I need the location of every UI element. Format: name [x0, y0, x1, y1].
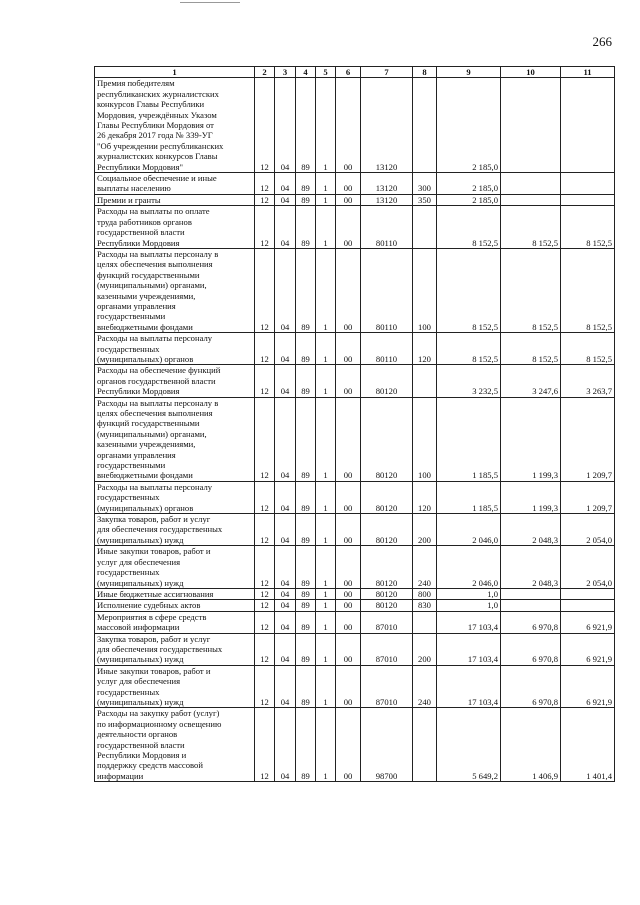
program-code: 89 — [296, 665, 316, 708]
table-row — [95, 194, 615, 205]
subsection-code: 04 — [275, 588, 296, 599]
amount-2021: 3 263,7 — [561, 365, 615, 397]
amount-2020: 2 048,3 — [501, 546, 561, 589]
subprogram-code: 1 — [316, 611, 336, 633]
main-measure-code: 00 — [336, 600, 361, 611]
subprogram-code: 1 — [316, 248, 336, 332]
subsection-code: 04 — [275, 397, 296, 481]
column-header: 8 — [413, 67, 437, 78]
table-row — [95, 633, 615, 665]
program-code: 89 — [296, 194, 316, 205]
row-description: Расходы на выплаты персоналу в целях обеспечения выполнения функций государственными (муниципальными) органами, казенными учреждениями, органами управления государственными внебюджетными фондами — [95, 248, 255, 332]
main-measure-code: 00 — [336, 611, 361, 633]
amount-2021 — [561, 78, 615, 173]
column-header: 10 — [501, 67, 561, 78]
amount-2019: 2 046,0 — [437, 514, 501, 546]
subsection-code: 04 — [275, 365, 296, 397]
amount-2021 — [561, 194, 615, 205]
amount-2019: 5 649,2 — [437, 708, 501, 782]
main-measure-code: 00 — [336, 206, 361, 249]
program-code: 89 — [296, 481, 316, 513]
subprogram-code: 1 — [316, 78, 336, 173]
expense-type-code: 120 — [413, 333, 437, 365]
main-measure-code: 00 — [336, 194, 361, 205]
direction-code: 13120 — [361, 78, 413, 173]
expense-type-code — [413, 365, 437, 397]
subprogram-code: 1 — [316, 194, 336, 205]
main-measure-code: 00 — [336, 78, 361, 173]
program-code: 89 — [296, 514, 316, 546]
subprogram-code: 1 — [316, 206, 336, 249]
amount-2020: 6 970,8 — [501, 633, 561, 665]
row-description: Закупка товаров, работ и услуг для обеспечения государственных (муниципальных) нужд — [95, 514, 255, 546]
table-row — [95, 333, 615, 365]
amount-2019: 2 185,0 — [437, 78, 501, 173]
amount-2019: 3 232,5 — [437, 365, 501, 397]
direction-code: 80120 — [361, 546, 413, 589]
table-row — [95, 481, 615, 513]
section-code: 12 — [255, 194, 275, 205]
table-row — [95, 173, 615, 195]
amount-2021: 8 152,5 — [561, 206, 615, 249]
main-measure-code: 00 — [336, 546, 361, 589]
section-code: 12 — [255, 397, 275, 481]
amount-2021: 1 401,4 — [561, 708, 615, 782]
amount-2020 — [501, 78, 561, 173]
amount-2021: 6 921,9 — [561, 665, 615, 708]
subsection-code: 04 — [275, 665, 296, 708]
amount-2021 — [561, 600, 615, 611]
main-measure-code: 00 — [336, 588, 361, 599]
table-row — [95, 600, 615, 611]
row-description: Иные бюджетные ассигнования — [95, 588, 255, 599]
program-code: 89 — [296, 546, 316, 589]
row-description: Расходы на выплаты персоналу государственных (муниципальных) органов — [95, 333, 255, 365]
main-measure-code: 00 — [336, 708, 361, 782]
column-header: 5 — [316, 67, 336, 78]
subsection-code: 04 — [275, 546, 296, 589]
direction-code: 13120 — [361, 194, 413, 205]
subprogram-code: 1 — [316, 633, 336, 665]
direction-code: 80120 — [361, 481, 413, 513]
amount-2021: 2 054,0 — [561, 514, 615, 546]
amount-2019: 1 185,5 — [437, 481, 501, 513]
table-body — [95, 78, 615, 782]
program-code: 89 — [296, 173, 316, 195]
row-description: Расходы на закупку работ (услуг) по информационному освещению деятельности органов государственной власти Республики Мордовия и поддержку средств массовой информации — [95, 708, 255, 782]
amount-2020 — [501, 600, 561, 611]
subprogram-code: 1 — [316, 333, 336, 365]
table-row — [95, 665, 615, 708]
expense-type-code — [413, 611, 437, 633]
amount-2021: 8 152,5 — [561, 248, 615, 332]
expense-type-code: 200 — [413, 633, 437, 665]
amount-2019: 17 103,4 — [437, 633, 501, 665]
table-row — [95, 546, 615, 589]
amount-2021: 6 921,9 — [561, 611, 615, 633]
section-code: 12 — [255, 78, 275, 173]
program-code: 89 — [296, 248, 316, 332]
column-header: 2 — [255, 67, 275, 78]
program-code: 89 — [296, 708, 316, 782]
program-code: 89 — [296, 206, 316, 249]
row-description: Социальное обеспечение и иные выплаты населению — [95, 173, 255, 195]
section-code: 12 — [255, 206, 275, 249]
column-header: 7 — [361, 67, 413, 78]
section-code: 12 — [255, 365, 275, 397]
main-measure-code: 00 — [336, 633, 361, 665]
row-description: Иные закупки товаров, работ и услуг для обеспечения государственных (муниципальных) нужд — [95, 546, 255, 589]
direction-code: 87010 — [361, 633, 413, 665]
expense-type-code: 350 — [413, 194, 437, 205]
header-row — [95, 67, 615, 78]
program-code: 89 — [296, 365, 316, 397]
subsection-code: 04 — [275, 514, 296, 546]
subsection-code: 04 — [275, 611, 296, 633]
column-header: 6 — [336, 67, 361, 78]
row-description: Закупка товаров, работ и услуг для обеспечения государственных (муниципальных) нужд — [95, 633, 255, 665]
amount-2020: 3 247,6 — [501, 365, 561, 397]
amount-2020: 8 152,5 — [501, 333, 561, 365]
subsection-code: 04 — [275, 333, 296, 365]
amount-2020: 1 199,3 — [501, 481, 561, 513]
row-description: Расходы на выплаты по оплате труда работников органов государственной власти Республики Мордовия — [95, 206, 255, 249]
direction-code: 98700 — [361, 708, 413, 782]
amount-2019: 1,0 — [437, 588, 501, 599]
amount-2020: 8 152,5 — [501, 206, 561, 249]
expense-type-code: 200 — [413, 514, 437, 546]
row-description: Расходы на выплаты персоналу в целях обеспечения выполнения функций государственными (муниципальными) органами, казенными учреждениями, органами управления государственными внебюджетными фондами — [95, 397, 255, 481]
subprogram-code: 1 — [316, 173, 336, 195]
row-description: Премии и гранты — [95, 194, 255, 205]
table-row — [95, 514, 615, 546]
row-description: Премия победителям республиканских журналистских конкурсов Главы Республики Мордовия, учреждённых Указом Главы Республики Мордовия от 26 декабря 2017 года № 339-УГ "Об учреждении республиканских журналистских конкурсов Главы Республики Мордовия" — [95, 78, 255, 173]
direction-code: 80120 — [361, 397, 413, 481]
table-row — [95, 397, 615, 481]
expense-type-code: 800 — [413, 588, 437, 599]
direction-code: 80110 — [361, 333, 413, 365]
subprogram-code: 1 — [316, 600, 336, 611]
expense-type-code: 240 — [413, 546, 437, 589]
amount-2020: 1 406,9 — [501, 708, 561, 782]
table-row — [95, 78, 615, 173]
subprogram-code: 1 — [316, 665, 336, 708]
column-header: 4 — [296, 67, 316, 78]
program-code: 89 — [296, 633, 316, 665]
expense-type-code: 830 — [413, 600, 437, 611]
table-row — [95, 588, 615, 599]
top-rule — [180, 2, 240, 3]
main-measure-code: 00 — [336, 665, 361, 708]
program-code: 89 — [296, 611, 316, 633]
subsection-code: 04 — [275, 248, 296, 332]
subsection-code: 04 — [275, 206, 296, 249]
column-header: 3 — [275, 67, 296, 78]
subsection-code: 04 — [275, 173, 296, 195]
row-description: Иные закупки товаров, работ и услуг для обеспечения государственных (муниципальных) нужд — [95, 665, 255, 708]
program-code: 89 — [296, 78, 316, 173]
direction-code: 80120 — [361, 588, 413, 599]
direction-code: 80120 — [361, 600, 413, 611]
subprogram-code: 1 — [316, 546, 336, 589]
main-measure-code: 00 — [336, 397, 361, 481]
direction-code: 80110 — [361, 206, 413, 249]
table-row — [95, 708, 615, 782]
amount-2019: 1,0 — [437, 600, 501, 611]
section-code: 12 — [255, 248, 275, 332]
column-header: 9 — [437, 67, 501, 78]
section-code: 12 — [255, 173, 275, 195]
amount-2020 — [501, 194, 561, 205]
table-row — [95, 611, 615, 633]
row-description: Расходы на обеспечение функций органов государственной власти Республики Мордовия — [95, 365, 255, 397]
amount-2020 — [501, 173, 561, 195]
expense-type-code — [413, 206, 437, 249]
main-measure-code: 00 — [336, 333, 361, 365]
column-header: 11 — [561, 67, 615, 78]
direction-code: 80110 — [361, 248, 413, 332]
amount-2021 — [561, 173, 615, 195]
row-description: Мероприятия в сфере средств массовой информации — [95, 611, 255, 633]
direction-code: 87010 — [361, 611, 413, 633]
subprogram-code: 1 — [316, 481, 336, 513]
main-measure-code: 00 — [336, 248, 361, 332]
direction-code: 87010 — [361, 665, 413, 708]
amount-2019: 17 103,4 — [437, 665, 501, 708]
subsection-code: 04 — [275, 708, 296, 782]
page-number: 266 — [592, 34, 612, 49]
section-code: 12 — [255, 600, 275, 611]
amount-2019: 8 152,5 — [437, 333, 501, 365]
direction-code: 13120 — [361, 173, 413, 195]
table-row — [95, 365, 615, 397]
amount-2019: 1 185,5 — [437, 397, 501, 481]
amount-2021: 1 209,7 — [561, 481, 615, 513]
main-measure-code: 00 — [336, 514, 361, 546]
amount-2021: 2 054,0 — [561, 546, 615, 589]
subsection-code: 04 — [275, 481, 296, 513]
amount-2020: 2 048,3 — [501, 514, 561, 546]
section-code: 12 — [255, 708, 275, 782]
section-code: 12 — [255, 481, 275, 513]
amount-2019: 8 152,5 — [437, 206, 501, 249]
subsection-code: 04 — [275, 78, 296, 173]
amount-2021: 8 152,5 — [561, 333, 615, 365]
direction-code: 80120 — [361, 514, 413, 546]
program-code: 89 — [296, 600, 316, 611]
table-row — [95, 206, 615, 249]
amount-2019: 8 152,5 — [437, 248, 501, 332]
table-row — [95, 248, 615, 332]
amount-2019: 2 046,0 — [437, 546, 501, 589]
program-code: 89 — [296, 333, 316, 365]
amount-2020: 6 970,8 — [501, 611, 561, 633]
section-code: 12 — [255, 514, 275, 546]
amount-2019: 2 185,0 — [437, 173, 501, 195]
expense-type-code — [413, 708, 437, 782]
amount-2021 — [561, 588, 615, 599]
expense-type-code: 120 — [413, 481, 437, 513]
section-code: 12 — [255, 665, 275, 708]
section-code: 12 — [255, 588, 275, 599]
main-measure-code: 00 — [336, 481, 361, 513]
section-code: 12 — [255, 546, 275, 589]
subprogram-code: 1 — [316, 397, 336, 481]
row-description: Расходы на выплаты персоналу государственных (муниципальных) органов — [95, 481, 255, 513]
subprogram-code: 1 — [316, 588, 336, 599]
program-code: 89 — [296, 397, 316, 481]
amount-2020: 6 970,8 — [501, 665, 561, 708]
section-code: 12 — [255, 633, 275, 665]
program-code: 89 — [296, 588, 316, 599]
subprogram-code: 1 — [316, 708, 336, 782]
main-measure-code: 00 — [336, 365, 361, 397]
amount-2021: 1 209,7 — [561, 397, 615, 481]
expense-type-code: 300 — [413, 173, 437, 195]
row-description: Исполнение судебных актов — [95, 600, 255, 611]
direction-code: 80120 — [361, 365, 413, 397]
expense-type-code: 100 — [413, 248, 437, 332]
amount-2019: 2 185,0 — [437, 194, 501, 205]
amount-2021: 6 921,9 — [561, 633, 615, 665]
subprogram-code: 1 — [316, 514, 336, 546]
amount-2019: 17 103,4 — [437, 611, 501, 633]
section-code: 12 — [255, 333, 275, 365]
amount-2020: 8 152,5 — [501, 248, 561, 332]
column-header: 1 — [95, 67, 255, 78]
amount-2020 — [501, 588, 561, 599]
expense-type-code — [413, 78, 437, 173]
expense-type-code: 100 — [413, 397, 437, 481]
expense-type-code: 240 — [413, 665, 437, 708]
main-measure-code: 00 — [336, 173, 361, 195]
section-code: 12 — [255, 611, 275, 633]
subsection-code: 04 — [275, 633, 296, 665]
subsection-code: 04 — [275, 600, 296, 611]
subprogram-code: 1 — [316, 365, 336, 397]
budget-table — [94, 66, 615, 782]
subsection-code: 04 — [275, 194, 296, 205]
amount-2020: 1 199,3 — [501, 397, 561, 481]
